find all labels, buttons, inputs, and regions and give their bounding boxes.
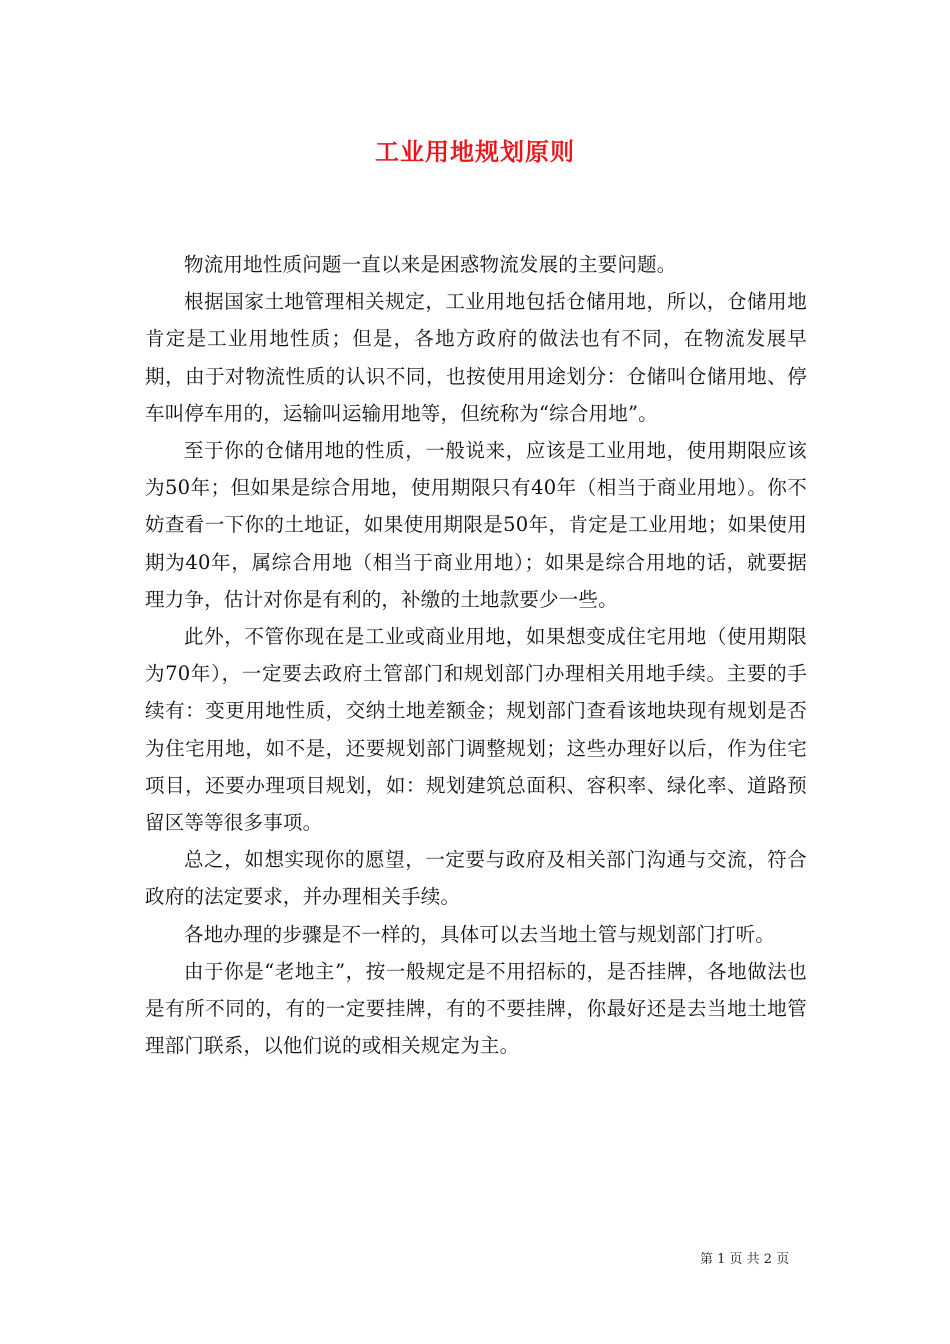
- document-body: [145, 246, 807, 1064]
- paragraph-1: 物流用地性质问题一直以来是困惑物流发展的主要问题。: [184, 253, 677, 276]
- page-number: 第 1 页 共 2 页: [700, 1252, 790, 1267]
- paragraph-2: 根据国家土地管理相关规定，工业用地包括仓储用地，所以，仓储用地肯定是工业用地性质；但是，各地方政府的做法也有不同，在物流发展早期，由于对物流性质的认识不同，也按使用用途划分：仓储叫仓储用地、停车叫停车用的，运输叫运输用地等，但统称为“综合用地”。: [145, 290, 807, 425]
- paragraph-7: 由于你是“老地主”，按一般规定是不用招标的，是否挂牌，各地做法也是有所不同的，有的一定要挂牌，有的不要挂牌，你最好还是去当地土地管理部门联系，以他们说的或相关规定为主。: [145, 959, 807, 1058]
- paragraph-5: 总之，如想实现你的愿望，一定要与政府及相关部门沟通与交流，符合政府的法定要求，并办理相关手续。: [145, 848, 807, 909]
- page-title: 工业用地规划原则: [375, 137, 575, 166]
- paragraph-4: 此外，不管你现在是工业或商业用地，如果想变成住宅用地（使用期限为70年），一定要去政府土管部门和规划部门办理相关用地手续。主要的手续有：变更用地性质，交纳土地差额金；规划部门查看该地块现有规划是否为住宅用地，如不是，还要规划部门调整规划；这些办理好以后，作为住宅项目，还要办理项目规划，如：规划建筑总面积、容积率、绿化率、道路预留区等等很多事项。: [145, 625, 807, 835]
- paragraph-3: 至于你的仓储用地的性质，一般说来，应该是工业用地，使用期限应该为50年；但如果是综合用地，使用期限只有40年（相当于商业用地）。你不妨查看一下你的土地证，如果使用期限是50年，肯定是工业用地；如果使用期为40年，属综合用地（相当于商业用地）；如果是综合用地的话，就要据理力争，估计对你是有利的，补缴的土地款要少一些。: [145, 439, 807, 611]
- paragraph-6: 各地办理的步骤是不一样的，具体可以去当地土管与规划部门打听。: [184, 922, 776, 946]
